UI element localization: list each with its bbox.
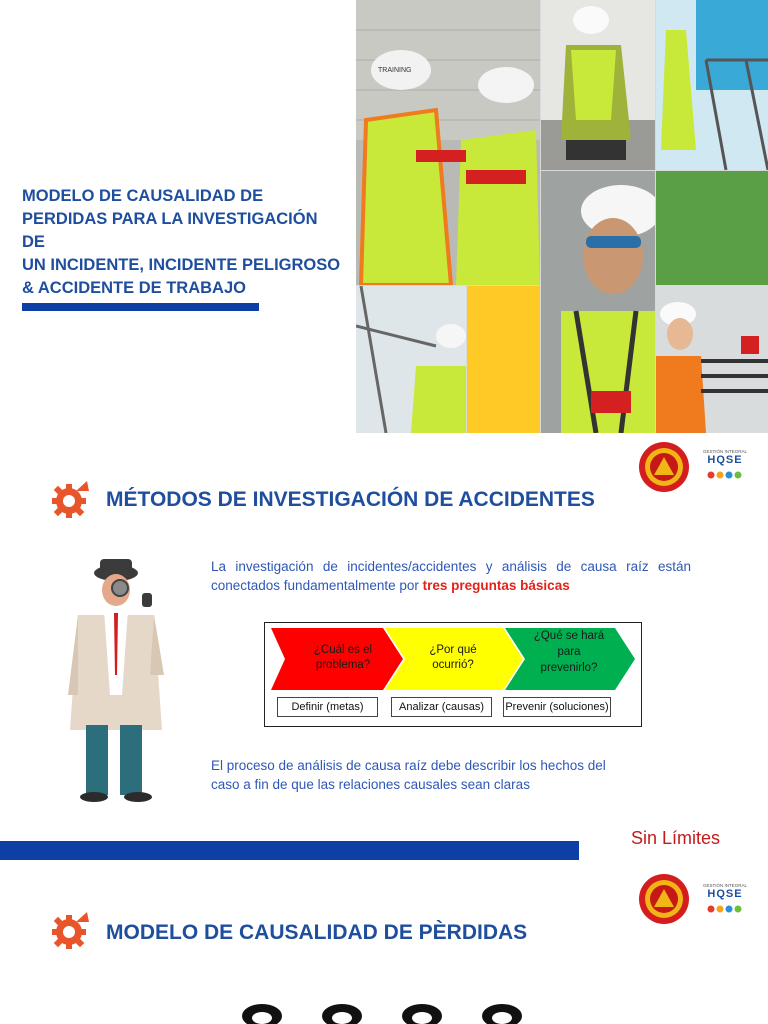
title-line-4: & ACCIDENTE DE TRABAJO [22,279,246,297]
intro-paragraph [211,557,691,595]
photo-two-workers [356,0,540,285]
label-analizar: Analizar (causas) [391,697,492,717]
question-1-line-1: ¿Cuál es el [313,644,373,656]
hqse-wordmark: HQSE [707,454,743,466]
question-1-line-2: problema? [315,659,371,671]
intro-text: La investigación de incidentes/accidentes y análisis de causa raíz están conectados fundamentalmente por [211,559,691,593]
hqse-wordmark: HQSE [707,888,743,900]
slide-2-heading: MÉTODOS DE INVESTIGACIÓN DE ACCIDENTES [106,488,595,511]
question-2 [403,643,503,673]
label-definir: Definir (metas) [277,697,378,717]
hqse-logo [703,883,747,918]
intro-highlight: tres preguntas básicas [422,578,570,593]
company-seal-logo [638,441,690,493]
gear-arrow-icon [49,910,91,952]
title-line-2: PERDIDAS PARA LA INVESTIGACIÓN DE [22,210,318,251]
title-underline-bar [22,303,259,311]
green-tile [656,171,768,285]
photo-goggles-worker [541,171,655,433]
slide-1 [0,0,768,433]
question-3-line-1: ¿Qué se hará [533,630,605,642]
title-line-1: MODELO DE CAUSALIDAD DE [22,187,264,205]
slide-3-heading: MODELO DE CAUSALIDAD DE PÈRDIDAS [106,921,528,944]
photo-climbing-worker [356,286,466,433]
photo-orange-vest-worker [656,286,768,433]
question-1 [293,643,393,673]
question-2-line-1: ¿Por qué [429,644,477,656]
question-3-line-2: para [557,646,581,658]
gear-arrow-icon [49,479,91,521]
detective-illustration [58,555,170,805]
question-2-line-2: ocurrió? [432,659,474,671]
question-3-line-3: prevenirlo? [540,662,598,674]
footer-bar [0,841,579,860]
hqse-dots [707,471,743,479]
conclusion-paragraph: El proceso de análisis de causa raíz debe describir los hechos del caso a fin de que las relaciones causales sean claras [211,758,606,792]
title-line-3: UN INCIDENTE, INCIDENTE PELIGROSO [22,256,341,274]
hqse-logo [703,449,747,484]
hqse-caption: GESTIÓN INTEGRAL [703,883,748,888]
slide-1-title [22,185,342,300]
worker-photo-collage [356,0,768,433]
hqse-caption: GESTIÓN INTEGRAL [703,449,748,454]
causality-model-figures [230,1000,570,1024]
photo-harness-worker [656,0,768,170]
label-prevenir: Prevenir (soluciones) [503,697,611,717]
company-seal-logo [638,873,690,925]
yellow-tile [467,286,540,433]
hqse-dots [707,905,743,913]
question-3 [519,628,619,676]
photo-crouching-worker [541,0,655,170]
three-questions-diagram [264,622,642,727]
helmet-label: TRAINING [378,67,412,74]
slogan: Sin Límites [631,828,721,848]
